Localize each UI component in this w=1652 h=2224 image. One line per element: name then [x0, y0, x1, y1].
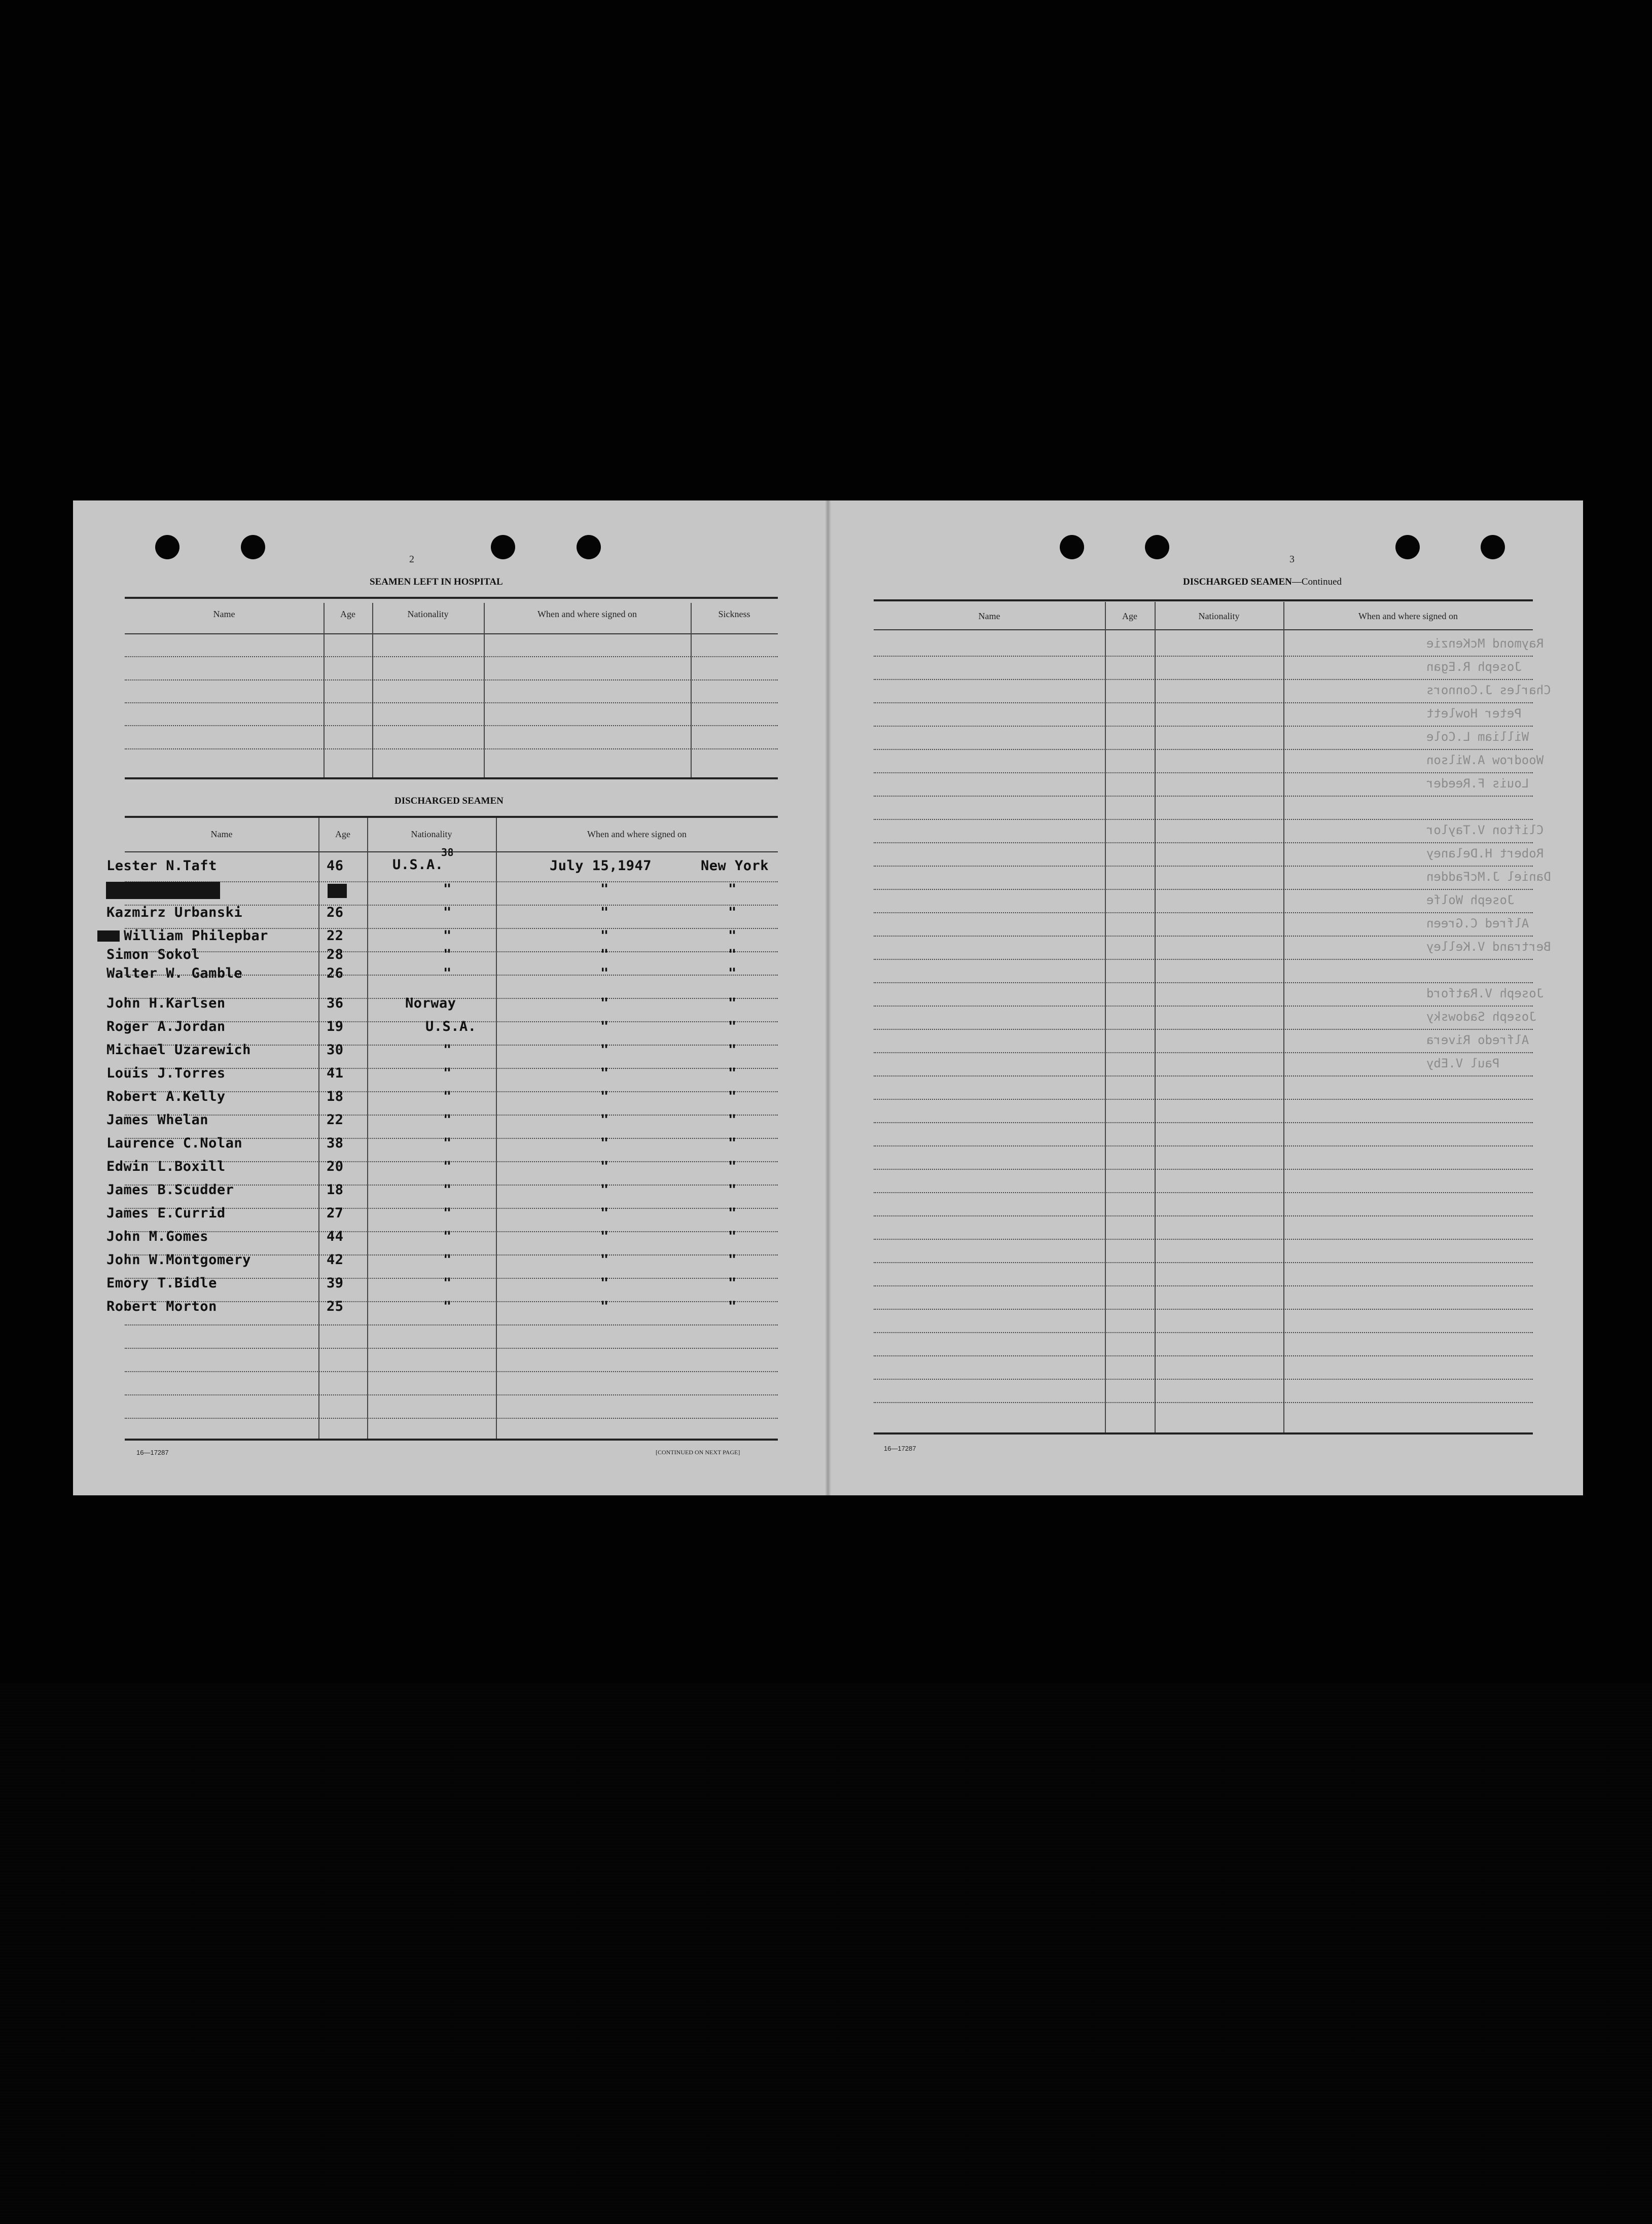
ditto-mark: ": [728, 1112, 737, 1128]
ditto-mark: ": [600, 1182, 609, 1198]
table-rule: [125, 1418, 778, 1419]
seaman-age: 36: [327, 995, 344, 1011]
column-divider: [691, 603, 692, 777]
table-rule: [125, 1348, 778, 1349]
table-rule: [125, 777, 778, 779]
bleed-through-text: Joseph Wolfe: [1426, 893, 1515, 907]
ditto-mark: ": [728, 928, 737, 944]
table-rule: [874, 819, 1533, 820]
ditto-mark: ": [443, 1229, 452, 1244]
seaman-name: Laurence C.Nolan: [106, 1135, 243, 1151]
table-rule: [874, 866, 1533, 867]
table-rule: [874, 1006, 1533, 1007]
seaman-age: 39: [327, 1275, 344, 1291]
seaman-name: James Whelan: [106, 1112, 209, 1128]
column-divider: [496, 818, 497, 1440]
table-rule: [874, 796, 1533, 797]
table-rule: [874, 629, 1533, 630]
seaman-name: John M.Gomes: [106, 1229, 209, 1244]
seaman-age: 38: [327, 1135, 344, 1151]
page-number: 3: [1289, 554, 1295, 565]
ditto-mark: ": [600, 928, 609, 944]
section-title-suffix: —Continued: [1291, 577, 1342, 587]
table-rule: [874, 656, 1533, 657]
table-rule: [874, 702, 1533, 703]
table-rule: [874, 679, 1533, 680]
column-header-age: Age: [340, 609, 355, 619]
table-rule: [125, 725, 778, 726]
table-rule: [125, 679, 778, 680]
seaman-age: 30: [327, 1042, 344, 1058]
seaman-age: 25: [327, 1299, 344, 1314]
table-rule: [874, 749, 1533, 750]
seaman-name: Louis J.Torres: [106, 1065, 226, 1081]
table-rule: [874, 1402, 1533, 1403]
left-page: [73, 500, 828, 1495]
table-rule: [874, 1332, 1533, 1333]
seaman-age: 22: [327, 1112, 344, 1128]
column-header-nationality: Nationality: [411, 829, 452, 839]
seaman-name: Lester N.Taft: [106, 858, 217, 874]
ditto-mark: ": [600, 1135, 609, 1151]
continued-note: [CONTINUED ON NEXT PAGE]: [656, 1449, 740, 1456]
table-rule: [874, 1215, 1533, 1216]
ditto-mark: ": [443, 1065, 452, 1081]
ditto-mark: ": [728, 1065, 737, 1081]
signed-on-place: New York: [701, 858, 769, 874]
bleed-through-text: Paul V.Eby: [1426, 1056, 1500, 1070]
table-rule: [874, 889, 1533, 890]
table-rule: [874, 772, 1533, 773]
table-rule: [874, 1262, 1533, 1263]
column-header-nationality: Nationality: [407, 609, 449, 619]
column-divider: [318, 818, 319, 1440]
seaman-name: Michael Uzarewich: [106, 1042, 251, 1058]
seaman-age: 41: [327, 1065, 344, 1081]
seaman-age: 27: [327, 1205, 344, 1221]
seaman-age: 22: [327, 928, 344, 944]
table-rule: [125, 1439, 778, 1441]
table-rule: [874, 1122, 1533, 1123]
ditto-mark: ": [443, 1182, 452, 1198]
column-header-signed-on: When and where signed on: [587, 829, 687, 839]
discharged-continued-title: [1183, 577, 1342, 588]
table-rule: [125, 816, 778, 818]
ditto-mark: ": [600, 1229, 609, 1244]
column-header-nationality: Nationality: [1198, 611, 1240, 621]
bleed-through-text: Bertrand V.Kelley: [1426, 940, 1551, 954]
ditto-mark: ": [600, 995, 609, 1011]
table-rule: [125, 633, 778, 634]
ditto-mark: ": [728, 1042, 737, 1058]
ditto-mark: ": [443, 1299, 452, 1314]
seaman-age: 46: [327, 858, 344, 874]
ditto-mark: ": [728, 1019, 737, 1034]
bleed-through-text: Raymond McKenzie: [1426, 636, 1544, 651]
ditto-mark: ": [443, 1042, 452, 1058]
page-number: 2: [409, 554, 414, 565]
seaman-name: Robert Morton: [106, 1299, 217, 1314]
right-page: [828, 500, 1583, 1495]
column-header-age: Age: [1122, 611, 1137, 621]
ditto-mark: ": [728, 947, 737, 962]
seaman-name: James B.Scudder: [106, 1182, 234, 1198]
column-divider: [372, 603, 373, 777]
table-rule: [125, 748, 778, 749]
column-header-name: Name: [210, 829, 233, 839]
bleed-through-text: Daniel J.McFadden: [1426, 870, 1551, 884]
ditto-mark: ": [443, 1135, 452, 1151]
column-header-name: Name: [213, 609, 235, 619]
seaman-age: 44: [327, 1229, 344, 1244]
column-divider: [484, 603, 485, 777]
seaman-age: 19: [327, 1019, 344, 1034]
table-rule: [125, 1394, 778, 1395]
ditto-mark: ": [443, 928, 452, 944]
table-rule: [874, 982, 1533, 983]
seaman-name: Robert A.Kelly: [106, 1089, 226, 1104]
bleed-through-text: Louis F.Reeder: [1426, 776, 1529, 791]
table-rule: [874, 1192, 1533, 1193]
seaman-nationality: U.S.A.: [425, 1019, 477, 1034]
bleed-through-text: Clifton V.Taylor: [1426, 823, 1544, 837]
ditto-mark: ": [728, 1135, 737, 1151]
bleed-through-text: Charles J.Connors: [1426, 683, 1551, 697]
table-rule: [874, 1099, 1533, 1100]
ditto-mark: ": [728, 881, 737, 897]
bleed-through-text: Robert H.Delaney: [1426, 846, 1544, 860]
ditto-mark: ": [600, 1019, 609, 1034]
section-title-text: DISCHARGED SEAMEN: [1183, 577, 1292, 587]
seaman-name: James E.Currid: [106, 1205, 226, 1221]
column-header-name: Name: [978, 611, 1000, 621]
seaman-name: John W.Montgomery: [106, 1252, 251, 1268]
hospital-section-title: SEAMEN LEFT IN HOSPITAL: [370, 577, 503, 587]
seaman-name: Simon Sokol: [106, 947, 200, 962]
ditto-mark: ": [443, 881, 452, 897]
ditto-mark: ": [728, 1159, 737, 1174]
seaman-name: William Philepbar: [124, 928, 268, 944]
table-rule: [874, 1432, 1533, 1434]
bleed-through-text: Joseph Sadowsky: [1426, 1010, 1536, 1024]
ditto-mark: ": [443, 1275, 452, 1291]
column-divider: [367, 818, 368, 1440]
ditto-mark: ": [600, 905, 609, 920]
column-header-signed-on: When and where signed on: [537, 609, 637, 619]
seaman-age: 18: [327, 1182, 344, 1198]
seaman-age: 20: [327, 1159, 344, 1174]
discharged-section-title: DISCHARGED SEAMEN: [394, 796, 504, 806]
ditto-mark: ": [600, 881, 609, 897]
ditto-mark: ": [728, 1229, 737, 1244]
struck-out-mark: [97, 930, 120, 942]
table-rule: [874, 1285, 1533, 1286]
seaman-name: John H.Karlsen: [106, 995, 226, 1011]
bleed-through-text: Woodrow A.Wilson: [1426, 753, 1544, 767]
ditto-mark: ": [600, 1089, 609, 1104]
table-rule: [874, 1029, 1533, 1030]
table-rule: [125, 1324, 778, 1325]
seaman-age: 18: [327, 1089, 344, 1104]
overwritten-age: 38: [441, 846, 454, 858]
table-rule: [125, 597, 778, 599]
table-rule: [874, 912, 1533, 913]
table-rule: [874, 842, 1533, 843]
ditto-mark: ": [728, 905, 737, 920]
ditto-mark: ": [443, 905, 452, 920]
table-rule: [874, 959, 1533, 960]
ditto-mark: ": [728, 1182, 737, 1198]
form-number: 16—17287: [136, 1449, 169, 1456]
bleed-through-text: William L.Cole: [1426, 730, 1529, 744]
table-rule: [874, 1075, 1533, 1077]
table-rule: [874, 1052, 1533, 1053]
bleed-through-text: Joseph R.Egan: [1426, 660, 1522, 674]
seaman-age: 42: [327, 1252, 344, 1268]
ditto-mark: ": [728, 1275, 737, 1291]
ditto-mark: ": [600, 1252, 609, 1268]
table-rule: [125, 1371, 778, 1372]
ditto-mark: ": [728, 1089, 737, 1104]
table-rule: [874, 1145, 1533, 1146]
table-rule: [874, 1379, 1533, 1380]
ditto-mark: ": [600, 1159, 609, 1174]
table-rule: [125, 656, 778, 657]
ditto-mark: ": [443, 947, 452, 962]
table-rule: [874, 1355, 1533, 1356]
scan-background: [0, 1683, 1652, 2224]
table-rule: [874, 936, 1533, 937]
seaman-name: Roger A.Jordan: [106, 1019, 226, 1034]
ditto-mark: ": [600, 965, 609, 981]
ditto-mark: ": [600, 1112, 609, 1128]
ditto-mark: ": [443, 1205, 452, 1221]
ditto-mark: ": [443, 965, 452, 981]
seaman-nationality: Norway: [405, 995, 456, 1011]
ditto-mark: ": [728, 1205, 737, 1221]
table-rule: [874, 726, 1533, 727]
document-sheet: [73, 500, 1583, 1495]
seaman-name: Kazmirz Urbanski: [106, 905, 243, 920]
ditto-mark: ": [728, 965, 737, 981]
signed-on-date: July 15,1947: [550, 858, 652, 874]
form-number: 16—17287: [884, 1445, 916, 1452]
ditto-mark: ": [600, 1065, 609, 1081]
seaman-name: Emory T.Bidle: [106, 1275, 217, 1291]
ditto-mark: ": [443, 1159, 452, 1174]
ditto-mark: ": [728, 1252, 737, 1268]
ditto-mark: ": [600, 1275, 609, 1291]
table-rule: [874, 599, 1533, 601]
ditto-mark: ": [728, 1299, 737, 1314]
column-header-signed-on: When and where signed on: [1358, 611, 1458, 621]
table-rule: [874, 1309, 1533, 1310]
seaman-name: Edwin L.Boxill: [106, 1159, 226, 1174]
table-rule: [125, 702, 778, 703]
column-header-sickness: Sickness: [718, 609, 750, 619]
ditto-mark: ": [443, 1089, 452, 1104]
ditto-mark: ": [600, 1205, 609, 1221]
bleed-through-text: Peter Howlett: [1426, 706, 1522, 721]
ditto-mark: ": [728, 995, 737, 1011]
ditto-mark: ": [600, 1042, 609, 1058]
bleed-through-text: Alfredo Rivera: [1426, 1033, 1529, 1047]
table-rule: [874, 1239, 1533, 1240]
seaman-nationality: U.S.A.: [392, 857, 444, 873]
column-header-age: Age: [335, 829, 350, 839]
ditto-mark: ": [443, 1252, 452, 1268]
column-divider: [324, 603, 325, 777]
ditto-mark: ": [600, 947, 609, 962]
bleed-through-text: Joseph V.Ratford: [1426, 986, 1544, 1000]
ditto-mark: ": [600, 1299, 609, 1314]
seaman-age: 26: [327, 965, 344, 981]
bleed-through-text: Alfred C.Green: [1426, 916, 1529, 930]
ditto-mark: ": [443, 1112, 452, 1128]
table-rule: [874, 1169, 1533, 1170]
seaman-age: 26: [327, 905, 344, 920]
redacted-name: [106, 882, 220, 899]
seaman-age: 28: [327, 947, 344, 962]
redacted-age: [328, 884, 347, 898]
seaman-name: Walter W. Gamble: [106, 965, 243, 981]
